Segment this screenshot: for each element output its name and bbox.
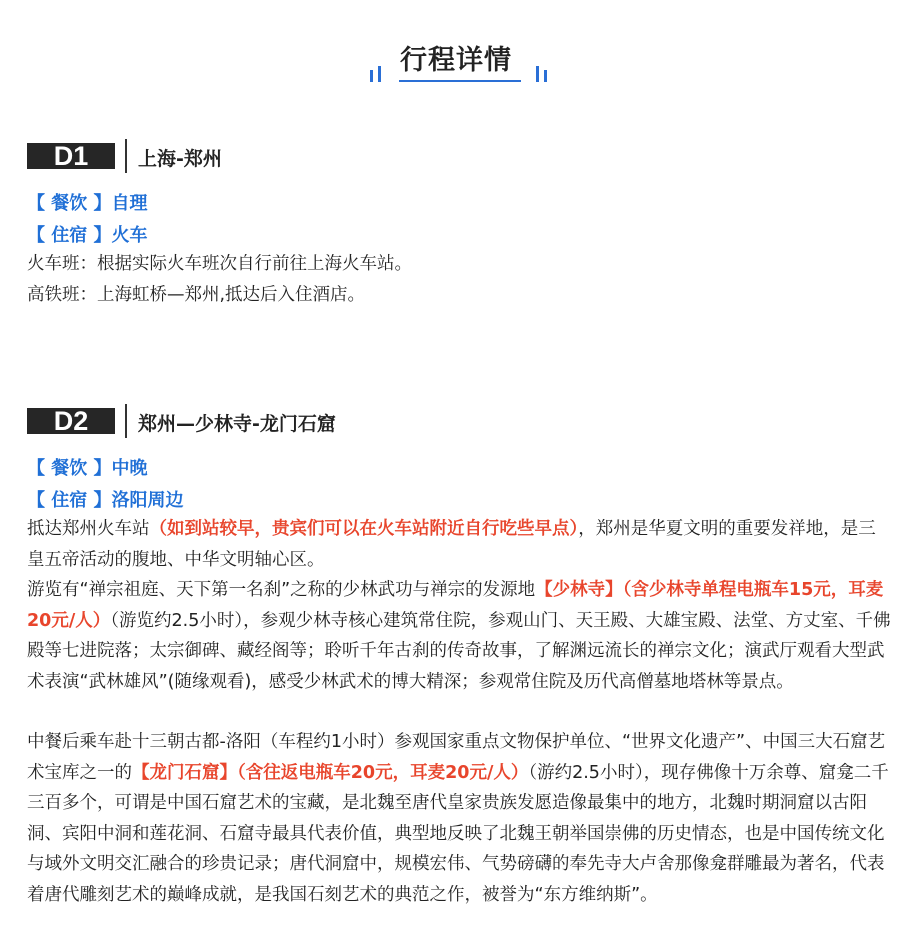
highlight-text: （含少林寺单程电瓶车15元，耳麦20元/人） (27, 580, 884, 631)
paragraph-d2-3: 中餐后乘车赴十三朝古都-洛阳（车程约1小时）参观国家重点文物保护单位、“世界文化遗产”、中国三大石窟艺术宝库之一的【龙门石窟】（含往返电瓶车20元，耳麦20元/人）（游约2.5小时），现存佛像十万余尊、窟龛二千三百多个，可谓是中国石窟艺术的宝藏，是北魏至唐代皇家贵族发愿造像最集中的地方，北魏时期洞窟以古阳洞、宾阳中洞和莲花洞、石窟寺最具代表价值，典型地反映了北魏王朝举国崇佛的历史情态，也是中国传统文化与域外文明交汇融合的珍贵记录；唐代洞窟中，规模宏伟、气势磅礴的奉先寺大卢舍那像龛群雕最为著名，代表着唐代雕刻艺术的巅峰成就，是我国石刻艺术的典范之作，被誉为“东方维纳斯”。 (27, 732, 889, 905)
day-route: 郑州—少林寺-龙门石窟 (138, 413, 336, 435)
meal-value: 中晚 (111, 458, 148, 479)
meal-value: 自理 (111, 193, 148, 214)
stay-label: 【 住宿 】 (27, 225, 112, 246)
meal-label: 【 餐饮 】 (27, 193, 112, 214)
meal-line-d2 (27, 454, 148, 480)
paragraph-d2-2: 游览有“禅宗祖庭、天下第一名刹”之称的少林武功与禅宗的发源地【少林寺】（含少林寺单程电瓶车15元，耳麦20元/人）（游览约2.5小时），参观少林寺核心建筑常住院，参观山门、天王殿、大雄宝殿、法堂、方丈室、千佛殿等七进院落；太宗御碑、藏经阁等；聆听千年古刹的传奇故事，了解渊远流长的禅宗文化；演武厅观看大型武术表演“武林雄风”(随缘观看)，感受少林武术的博大精深；参观常住院及历代高僧墓地塔林等景点。 (27, 580, 891, 692)
page-title: 行程详情 (400, 45, 512, 76)
paragraph-d1-2: 高铁班：上海虹桥—郑州,抵达后入住酒店。 (27, 285, 366, 305)
page-title-block (0, 30, 921, 90)
meal-label: 【 餐饮 】 (27, 458, 112, 479)
stay-value: 火车 (111, 225, 148, 246)
title-underline (399, 80, 521, 82)
day-divider (125, 404, 127, 438)
highlight-text: （如到站较早，贵宾们可以在火车站附近自行吃些早点） (149, 519, 579, 539)
paragraph-d1-1: 火车班：根据实际火车班次自行前往上海火车站。 (27, 254, 412, 274)
highlight-text: 【少林寺】 (535, 580, 623, 600)
stay-line-d2 (27, 486, 184, 512)
day-route: 上海-郑州 (138, 148, 222, 170)
title-deco-left-icon (370, 66, 384, 82)
day-header-d2 (27, 404, 887, 438)
stay-line-d1 (27, 221, 148, 247)
day-badge: D2 (27, 408, 115, 434)
day-header-d1 (27, 139, 887, 173)
stay-label: 【 住宿 】 (27, 490, 112, 511)
highlight-text: 【龙门石窟】 (132, 762, 237, 783)
paragraph-d2-1: 抵达郑州火车站（如到站较早，贵宾们可以在火车站附近自行吃些早点），郑州是华夏文明的重要发祥地，是三皇五帝活动的腹地、中华文明轴心区。 (27, 519, 876, 570)
title-deco-right-icon (536, 66, 550, 82)
meal-line-d1 (27, 189, 148, 215)
stay-value: 洛阳周边 (111, 490, 184, 511)
highlight-text: （含往返电瓶车20元，耳麦20元/人） (237, 762, 529, 783)
day-badge: D1 (27, 143, 115, 169)
day-divider (125, 139, 127, 173)
